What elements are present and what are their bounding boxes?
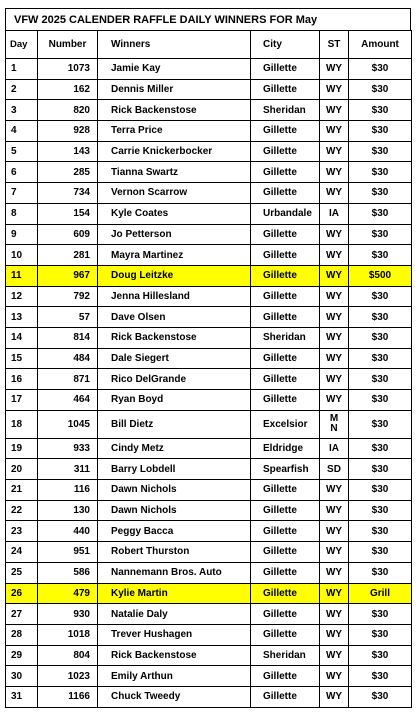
number-cell: 143 [38,141,98,162]
day-cell: 28 [6,624,38,645]
day-cell: 9 [6,224,38,245]
winner-cell: Cindy Metz [98,438,251,459]
city-cell: Gillette [251,183,320,204]
amount-cell: $30 [349,562,412,583]
winner-cell: Ryan Boyd [98,390,251,411]
number-cell: 871 [38,369,98,390]
day-cell: 26 [6,583,38,604]
amount-cell: $30 [349,480,412,501]
table-row [6,500,412,521]
table-row [6,121,412,142]
state-cell: WY [320,521,349,542]
amount-cell: $30 [349,410,412,438]
table-row [6,286,412,307]
winner-cell: Mayra Martinez [98,245,251,266]
day-cell: 16 [6,369,38,390]
amount-cell: $30 [349,100,412,121]
number-column-header: Number [38,31,98,59]
state-cell: WY [320,100,349,121]
winner-cell: Vernon Scarrow [98,183,251,204]
city-cell: Gillette [251,141,320,162]
day-column-header: Day [6,31,38,59]
table-row [6,562,412,583]
city-cell: Gillette [251,542,320,563]
state-cell: WY [320,666,349,687]
winner-cell: Rick Backenstose [98,645,251,666]
city-cell: Sheridan [251,327,320,348]
day-cell: 30 [6,666,38,687]
state-cell: SD [320,459,349,480]
number-cell: 930 [38,604,98,625]
amount-cell: $30 [349,604,412,625]
city-cell: Gillette [251,604,320,625]
amount-cell: $30 [349,307,412,328]
city-cell: Sheridan [251,645,320,666]
number-cell: 484 [38,348,98,369]
winner-cell: Jo Petterson [98,224,251,245]
amount-cell: $30 [349,224,412,245]
city-cell: Gillette [251,286,320,307]
state-cell: WY [320,183,349,204]
city-cell: Gillette [251,162,320,183]
number-cell: 1166 [38,686,98,707]
table-row [6,348,412,369]
day-cell: 17 [6,390,38,411]
number-cell: 586 [38,562,98,583]
number-cell: 1073 [38,59,98,80]
number-cell: 1023 [38,666,98,687]
city-cell: Urbandale [251,203,320,224]
day-cell: 19 [6,438,38,459]
state-cell: WY [320,59,349,80]
amount-cell: $30 [349,79,412,100]
number-cell: 928 [38,121,98,142]
winner-cell: Carrie Knickerbocker [98,141,251,162]
amount-cell: $30 [349,162,412,183]
winner-cell: Trever Hushagen [98,624,251,645]
amount-cell: $30 [349,286,412,307]
number-cell: 804 [38,645,98,666]
winner-cell: Robert Thurston [98,542,251,563]
table-row [6,141,412,162]
number-cell: 57 [38,307,98,328]
table-row [6,183,412,204]
day-cell: 23 [6,521,38,542]
table-row [6,666,412,687]
state-cell: WY [320,645,349,666]
state-cell: WY [320,245,349,266]
table-row [6,521,412,542]
day-cell: 20 [6,459,38,480]
state-cell: WY [320,307,349,328]
state-cell: MN [320,410,349,438]
city-cell: Eldridge [251,438,320,459]
number-cell: 464 [38,390,98,411]
winner-cell: Doug Leitzke [98,265,251,286]
number-cell: 967 [38,265,98,286]
day-cell: 12 [6,286,38,307]
state-cell: WY [320,327,349,348]
state-cell: WY [320,162,349,183]
city-cell: Gillette [251,121,320,142]
table-row [6,583,412,604]
amount-cell: $30 [349,645,412,666]
table-row [6,390,412,411]
number-cell: 130 [38,500,98,521]
state-cell: WY [320,121,349,142]
city-cell: Spearfish [251,459,320,480]
state-cell: WY [320,79,349,100]
table-row [6,100,412,121]
amount-cell: $500 [349,265,412,286]
day-cell: 4 [6,121,38,142]
state-cell: WY [320,542,349,563]
city-cell: Gillette [251,583,320,604]
city-cell: Gillette [251,624,320,645]
winners-column-header: Winners [98,31,251,59]
amount-cell: $30 [349,438,412,459]
city-cell: Excelsior [251,410,320,438]
winner-cell: Terra Price [98,121,251,142]
day-cell: 15 [6,348,38,369]
table-row [6,79,412,100]
table-row [6,604,412,625]
amount-cell: $30 [349,59,412,80]
state-cell: WY [320,480,349,501]
winner-cell: Chuck Tweedy [98,686,251,707]
table-row [6,438,412,459]
winner-cell: Rick Backenstose [98,100,251,121]
state-cell: WY [320,500,349,521]
number-cell: 154 [38,203,98,224]
day-cell: 31 [6,686,38,707]
amount-cell: $30 [349,121,412,142]
city-cell: Sheridan [251,100,320,121]
winner-cell: Kyle Coates [98,203,251,224]
amount-cell: $30 [349,183,412,204]
day-cell: 22 [6,500,38,521]
number-cell: 440 [38,521,98,542]
number-cell: 933 [38,438,98,459]
day-cell: 7 [6,183,38,204]
winners-sheet [5,8,411,708]
winners-table [5,30,412,708]
amount-cell: $30 [349,245,412,266]
number-cell: 820 [38,100,98,121]
day-cell: 21 [6,480,38,501]
state-cell: WY [320,390,349,411]
day-cell: 25 [6,562,38,583]
city-cell: Gillette [251,562,320,583]
day-cell: 13 [6,307,38,328]
state-cell: WY [320,224,349,245]
table-body [6,59,412,708]
number-cell: 479 [38,583,98,604]
state-cell: WY [320,604,349,625]
number-cell: 792 [38,286,98,307]
table-row [6,327,412,348]
day-cell: 8 [6,203,38,224]
day-cell: 2 [6,79,38,100]
city-cell: Gillette [251,666,320,687]
day-cell: 6 [6,162,38,183]
state-cell: IA [320,438,349,459]
state-cell: WY [320,141,349,162]
city-cell: Gillette [251,369,320,390]
winner-cell: Peggy Bacca [98,521,251,542]
city-cell: Gillette [251,245,320,266]
number-cell: 951 [38,542,98,563]
sheet-title: VFW 2025 CALENDER RAFFLE DAILY WINNERS FOR May [5,8,411,30]
table-row [6,645,412,666]
winner-cell: Dawn Nichols [98,480,251,501]
number-cell: 311 [38,459,98,480]
table-row [6,459,412,480]
day-cell: 24 [6,542,38,563]
number-cell: 1018 [38,624,98,645]
winner-cell: Jamie Kay [98,59,251,80]
winner-cell: Rick Backenstose [98,327,251,348]
amount-column-header: Amount [349,31,412,59]
state-cell: IA [320,203,349,224]
number-cell: 162 [38,79,98,100]
table-row [6,542,412,563]
day-cell: 18 [6,410,38,438]
winner-cell: Kylie Martin [98,583,251,604]
winner-cell: Dave Olsen [98,307,251,328]
amount-cell: $30 [349,686,412,707]
amount-cell: $30 [349,542,412,563]
table-row [6,480,412,501]
city-cell: Gillette [251,59,320,80]
city-cell: Gillette [251,307,320,328]
table-header-row [6,31,412,59]
day-cell: 10 [6,245,38,266]
table-row [6,59,412,80]
day-cell: 11 [6,265,38,286]
day-cell: 1 [6,59,38,80]
city-cell: Gillette [251,480,320,501]
state-cell: WY [320,286,349,307]
city-cell: Gillette [251,348,320,369]
city-cell: Gillette [251,265,320,286]
day-cell: 3 [6,100,38,121]
amount-cell: $30 [349,624,412,645]
winner-cell: Barry Lobdell [98,459,251,480]
number-cell: 609 [38,224,98,245]
amount-cell: $30 [349,521,412,542]
number-cell: 1045 [38,410,98,438]
city-column-header: City [251,31,320,59]
day-cell: 29 [6,645,38,666]
amount-cell: $30 [349,666,412,687]
winner-cell: Emily Arthun [98,666,251,687]
day-cell: 5 [6,141,38,162]
winner-cell: Bill Dietz [98,410,251,438]
table-row [6,307,412,328]
table-row [6,224,412,245]
amount-cell: Grill [349,583,412,604]
table-row [6,203,412,224]
winner-cell: Jenna Hillesland [98,286,251,307]
city-cell: Gillette [251,521,320,542]
table-row [6,162,412,183]
winner-cell: Dawn Nichols [98,500,251,521]
amount-cell: $30 [349,500,412,521]
winner-cell: Nannemann Bros. Auto [98,562,251,583]
amount-cell: $30 [349,459,412,480]
amount-cell: $30 [349,141,412,162]
amount-cell: $30 [349,348,412,369]
winner-cell: Natalie Daly [98,604,251,625]
state-cell: WY [320,686,349,707]
table-row [6,369,412,390]
state-cell: WY [320,583,349,604]
number-cell: 285 [38,162,98,183]
city-cell: Gillette [251,224,320,245]
table-row [6,410,412,438]
table-row [6,265,412,286]
state-cell: WY [320,624,349,645]
amount-cell: $30 [349,369,412,390]
state-column-header: ST [320,31,349,59]
city-cell: Gillette [251,500,320,521]
day-cell: 14 [6,327,38,348]
state-cell: WY [320,265,349,286]
table-row [6,624,412,645]
winner-cell: Dale Siegert [98,348,251,369]
day-cell: 27 [6,604,38,625]
winner-cell: Rico DelGrande [98,369,251,390]
amount-cell: $30 [349,327,412,348]
state-cell: WY [320,562,349,583]
amount-cell: $30 [349,390,412,411]
table-row [6,686,412,707]
city-cell: Gillette [251,79,320,100]
winner-cell: Tianna Swartz [98,162,251,183]
state-cell: WY [320,369,349,390]
number-cell: 281 [38,245,98,266]
city-cell: Gillette [251,390,320,411]
number-cell: 734 [38,183,98,204]
amount-cell: $30 [349,203,412,224]
state-cell: WY [320,348,349,369]
city-cell: Gillette [251,686,320,707]
winner-cell: Dennis Miller [98,79,251,100]
table-row [6,245,412,266]
number-cell: 116 [38,480,98,501]
number-cell: 814 [38,327,98,348]
